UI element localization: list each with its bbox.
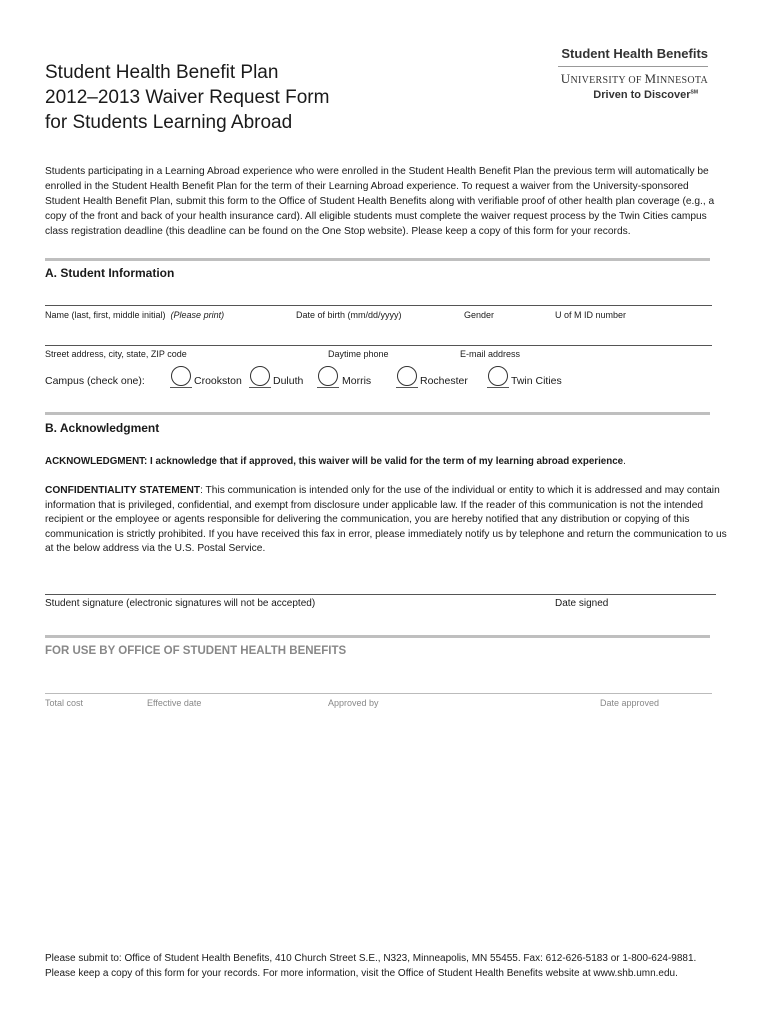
office-heading: FOR USE BY OFFICE OF STUDENT HEALTH BENEFITS xyxy=(45,645,347,657)
intro-paragraph: Students participating in a Learning Abroad experience who were enrolled in the Student Health Benefit Plan the previous term will automatically be enrolled in the Student Health Benefit Plan for the term of their Learning Abroad experience. To request a waiver from the University-sponsored Student Health Benefit Plan, submit this form to the Office of Student Health Benefits along with verifiable proof of other health plan coverage (e.g., a copy of the front and back of your health insurance card). All eligible students must complete the waiver request process by the Twin Cities campus class registration deadline (this deadline can be found on the One Stop website). Please keep a copy of this form for your records. xyxy=(45,166,715,237)
university-logo xyxy=(548,46,708,101)
title-line-3: for Students Learning Abroad xyxy=(45,112,293,133)
title-line-1: Student Health Benefit Plan xyxy=(45,62,279,83)
footer-address: Please submit to: Office of Student Health Benefits, 410 Church Street S.E., N323, Minneapolis, MN 55455. Fax: 612-626-5183 or 1-800-624-9881. xyxy=(45,953,697,964)
brand-tagline: Driven to Discover℠ xyxy=(593,89,698,101)
signature-label: Student signature (electronic signatures will not be accepted) xyxy=(45,598,316,609)
campus-radio-crookston[interactable] xyxy=(171,366,191,386)
section-b-divider xyxy=(45,412,710,415)
title-line-2: 2012–2013 Waiver Request Form xyxy=(45,87,330,108)
campus-radio-morris[interactable] xyxy=(318,366,338,386)
brand-department: Student Health Benefits xyxy=(561,46,708,61)
campus-line-twin-cities xyxy=(487,387,509,388)
date-approved-label: Date approved xyxy=(600,698,660,708)
date-signed-label: Date signed xyxy=(555,598,609,609)
signature-line[interactable] xyxy=(45,594,716,595)
phone-label: Daytime phone xyxy=(328,349,389,359)
footer xyxy=(45,951,735,981)
campus-option-twin-cities: Twin Cities xyxy=(511,375,562,387)
campus-line-rochester xyxy=(396,387,418,388)
email-label: E-mail address xyxy=(460,349,521,359)
campus-line-duluth xyxy=(249,387,271,388)
office-input-line xyxy=(45,693,712,694)
dob-label: Date of birth (mm/dd/yyyy) xyxy=(296,310,402,320)
id-label: U of M ID number xyxy=(555,310,627,320)
campus-option-rochester: Rochester xyxy=(420,375,468,387)
campus-radio-twin-cities[interactable] xyxy=(488,366,508,386)
brand-university: UNIVERSITY OF MINNESOTA xyxy=(560,71,708,86)
effective-date-label: Effective date xyxy=(147,698,202,708)
total-cost-label: Total cost xyxy=(45,698,84,708)
row1-input-line[interactable] xyxy=(45,305,712,306)
section-a-divider xyxy=(45,258,710,261)
form-title xyxy=(45,60,329,135)
campus-label: Campus (check one): xyxy=(45,375,145,387)
footer-note: Please keep a copy of this form for your records. For more information, visit the Office of Student Health Benefits website at www.shb.umn.edu. xyxy=(45,968,678,979)
campus-line-morris xyxy=(317,387,339,388)
section-a-heading: A. Student Information xyxy=(45,266,175,280)
campus-radio-rochester[interactable] xyxy=(397,366,417,386)
campus-option-morris: Morris xyxy=(342,375,372,387)
section-b-heading: B. Acknowledgment xyxy=(45,421,160,435)
campus-option-crookston: Crookston xyxy=(194,375,242,387)
gender-label: Gender xyxy=(464,310,495,320)
row2-input-line[interactable] xyxy=(45,345,712,346)
campus-option-duluth: Duluth xyxy=(273,375,304,387)
brand-divider xyxy=(558,66,708,67)
address-label: Street address, city, state, ZIP code xyxy=(45,349,187,359)
approved-by-label: Approved by xyxy=(328,698,379,708)
campus-line-crookston xyxy=(170,387,192,388)
office-divider xyxy=(45,635,710,638)
acknowledgment-statement: ACKNOWLEDGMENT: I acknowledge that if approved, this waiver will be valid for the term of my learning abroad experience. xyxy=(45,456,626,467)
confidentiality-statement: CONFIDENTIALITY STATEMENT: This communication is intended only for the use of the individual or entity to which it is addressed and may contain information that is privileged, confidential, and exempt from disclosure under applicable law. If the reader of this communication is not the intended recipient or the employee or agents responsible for delivering the communication, you are hereby notified that any distribution or copying of this communication is strictly prohibited. If you have received this fax in error, please immediately notify us by telephone and return the communication to us at the below address via the U.S. Postal Service. xyxy=(45,485,727,554)
name-label: Name (last, first, middle initial) (Please print) xyxy=(45,310,225,320)
campus-radio-duluth[interactable] xyxy=(250,366,270,386)
